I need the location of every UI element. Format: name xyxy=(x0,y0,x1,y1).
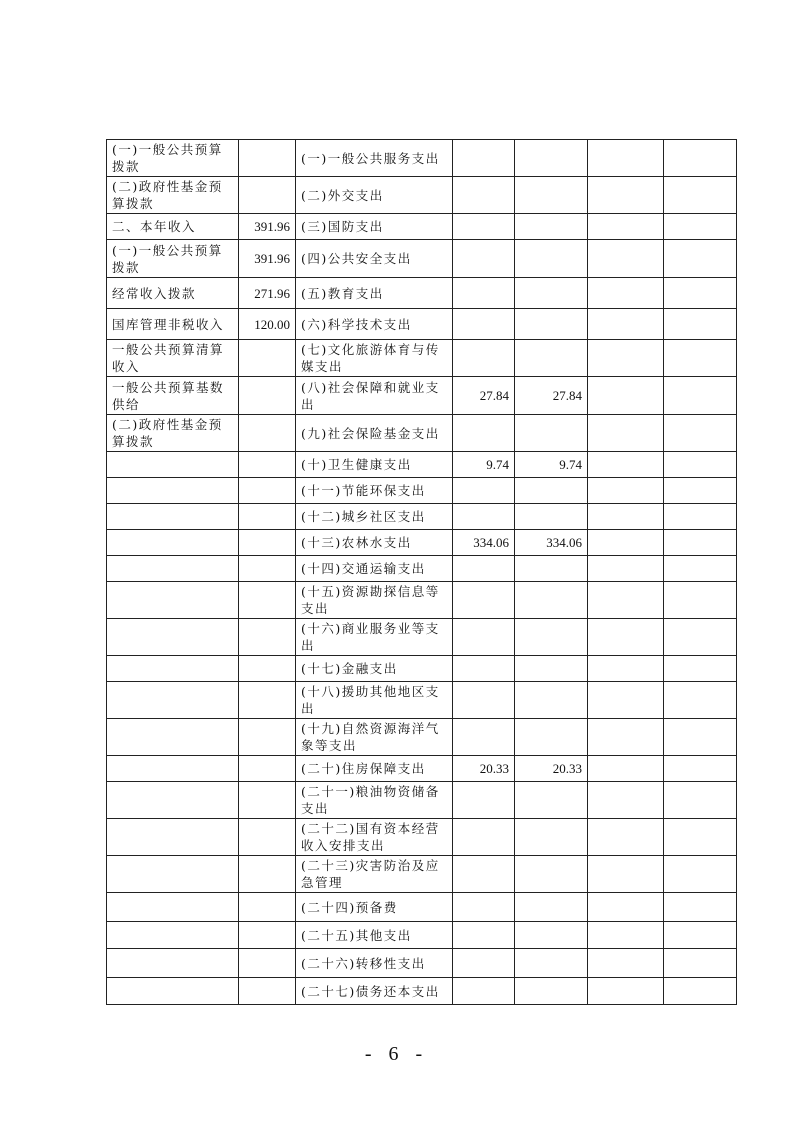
expense-general-budget-cell xyxy=(515,478,588,504)
income-amount-cell xyxy=(239,922,296,949)
expense-item-cell: (三)国防支出 xyxy=(296,214,453,240)
table-row xyxy=(107,530,737,556)
income-item-cell xyxy=(107,856,239,893)
income-item-cell xyxy=(107,719,239,756)
expense-total-cell xyxy=(453,309,515,340)
income-amount-cell xyxy=(239,504,296,530)
expense-other-cell xyxy=(664,478,737,504)
expense-general-budget-cell xyxy=(515,240,588,278)
income-amount-cell xyxy=(239,782,296,819)
expense-total-cell xyxy=(453,140,515,177)
expense-other-cell xyxy=(664,619,737,656)
expense-gov-fund-cell xyxy=(588,504,664,530)
expense-gov-fund-cell xyxy=(588,240,664,278)
expense-gov-fund-cell xyxy=(588,819,664,856)
expense-gov-fund-cell xyxy=(588,922,664,949)
table-row xyxy=(107,377,737,415)
expense-total-cell xyxy=(453,478,515,504)
table-row xyxy=(107,452,737,478)
expense-item-cell: (二十)住房保障支出 xyxy=(296,756,453,782)
expense-general-budget-cell: 20.33 xyxy=(515,756,588,782)
expense-item-cell: (十四)交通运输支出 xyxy=(296,556,453,582)
expense-total-cell xyxy=(453,656,515,682)
income-amount-cell xyxy=(239,478,296,504)
income-amount-cell xyxy=(239,719,296,756)
table-row xyxy=(107,922,737,949)
expense-general-budget-cell xyxy=(515,682,588,719)
expense-item-cell: (十)卫生健康支出 xyxy=(296,452,453,478)
expense-total-cell xyxy=(453,949,515,978)
expense-gov-fund-cell xyxy=(588,214,664,240)
expense-general-budget-cell: 9.74 xyxy=(515,452,588,478)
expense-item-cell: (九)社会保险基金支出 xyxy=(296,415,453,452)
expense-item-cell: (十六)商业服务业等支出 xyxy=(296,619,453,656)
expense-item-cell: (二十三)灾害防治及应急管理 xyxy=(296,856,453,893)
income-amount-cell xyxy=(239,415,296,452)
expense-other-cell xyxy=(664,582,737,619)
expense-item-cell: (二十六)转移性支出 xyxy=(296,949,453,978)
expense-other-cell xyxy=(664,719,737,756)
expense-general-budget-cell xyxy=(515,582,588,619)
table-row xyxy=(107,415,737,452)
income-item-cell: 一般公共预算清算收入 xyxy=(107,340,239,377)
expense-total-cell xyxy=(453,782,515,819)
expense-general-budget-cell xyxy=(515,309,588,340)
expense-total-cell xyxy=(453,856,515,893)
expense-general-budget-cell xyxy=(515,504,588,530)
income-item-cell xyxy=(107,978,239,1005)
income-item-cell xyxy=(107,582,239,619)
expense-item-cell: (一)一般公共服务支出 xyxy=(296,140,453,177)
expense-total-cell xyxy=(453,978,515,1005)
income-item-cell: (二)政府性基金预算拨款 xyxy=(107,415,239,452)
income-item-cell xyxy=(107,504,239,530)
income-item-cell: (一)一般公共预算拨款 xyxy=(107,140,239,177)
income-amount-cell: 391.96 xyxy=(239,240,296,278)
expense-total-cell xyxy=(453,922,515,949)
expense-item-cell: (二十七)债务还本支出 xyxy=(296,978,453,1005)
income-amount-cell xyxy=(239,893,296,922)
income-item-cell xyxy=(107,949,239,978)
expense-gov-fund-cell xyxy=(588,719,664,756)
expense-general-budget-cell xyxy=(515,214,588,240)
expense-other-cell xyxy=(664,530,737,556)
expense-other-cell xyxy=(664,214,737,240)
income-amount-cell xyxy=(239,856,296,893)
expense-other-cell xyxy=(664,656,737,682)
income-amount-cell xyxy=(239,819,296,856)
income-amount-cell xyxy=(239,452,296,478)
expense-other-cell xyxy=(664,949,737,978)
expense-other-cell xyxy=(664,340,737,377)
expense-item-cell: (六)科学技术支出 xyxy=(296,309,453,340)
expense-item-cell: (二)外交支出 xyxy=(296,177,453,214)
expense-gov-fund-cell xyxy=(588,140,664,177)
expense-other-cell xyxy=(664,682,737,719)
expense-other-cell xyxy=(664,922,737,949)
table-row xyxy=(107,478,737,504)
expense-total-cell xyxy=(453,893,515,922)
expense-gov-fund-cell xyxy=(588,530,664,556)
income-item-cell xyxy=(107,556,239,582)
expense-item-cell: (十一)节能环保支出 xyxy=(296,478,453,504)
expense-total-cell: 9.74 xyxy=(453,452,515,478)
table-row xyxy=(107,819,737,856)
income-item-cell xyxy=(107,782,239,819)
expense-item-cell: (十三)农林水支出 xyxy=(296,530,453,556)
expense-other-cell xyxy=(664,377,737,415)
income-amount-cell: 391.96 xyxy=(239,214,296,240)
expense-item-cell: (十九)自然资源海洋气象等支出 xyxy=(296,719,453,756)
expense-general-budget-cell: 334.06 xyxy=(515,530,588,556)
expense-other-cell xyxy=(664,240,737,278)
income-item-cell: 国库管理非税收入 xyxy=(107,309,239,340)
expense-other-cell xyxy=(664,556,737,582)
expense-other-cell xyxy=(664,278,737,309)
income-item-cell: 二、本年收入 xyxy=(107,214,239,240)
expense-other-cell xyxy=(664,782,737,819)
expense-item-cell: (二十一)粮油物资储备支出 xyxy=(296,782,453,819)
expense-gov-fund-cell xyxy=(588,856,664,893)
expense-gov-fund-cell xyxy=(588,782,664,819)
expense-other-cell xyxy=(664,309,737,340)
income-amount-cell xyxy=(239,682,296,719)
expense-gov-fund-cell xyxy=(588,893,664,922)
income-item-cell: 经常收入拨款 xyxy=(107,278,239,309)
table-row xyxy=(107,782,737,819)
table-row xyxy=(107,949,737,978)
expense-other-cell xyxy=(664,819,737,856)
expense-general-budget-cell xyxy=(515,415,588,452)
table-row xyxy=(107,582,737,619)
income-item-cell xyxy=(107,656,239,682)
expense-general-budget-cell xyxy=(515,893,588,922)
expense-total-cell xyxy=(453,340,515,377)
expense-general-budget-cell xyxy=(515,556,588,582)
expense-general-budget-cell xyxy=(515,340,588,377)
income-item-cell xyxy=(107,893,239,922)
expense-gov-fund-cell xyxy=(588,978,664,1005)
income-amount-cell xyxy=(239,582,296,619)
expense-general-budget-cell: 27.84 xyxy=(515,377,588,415)
expense-gov-fund-cell xyxy=(588,619,664,656)
income-item-cell xyxy=(107,530,239,556)
income-amount-cell xyxy=(239,340,296,377)
table-row xyxy=(107,619,737,656)
table-row xyxy=(107,177,737,214)
expense-general-budget-cell xyxy=(515,656,588,682)
table-row xyxy=(107,278,737,309)
table-row xyxy=(107,656,737,682)
expense-item-cell: (二十二)国有资本经营收入安排支出 xyxy=(296,819,453,856)
table-row xyxy=(107,309,737,340)
table-row xyxy=(107,719,737,756)
income-amount-cell xyxy=(239,556,296,582)
expense-total-cell xyxy=(453,177,515,214)
expense-general-budget-cell xyxy=(515,278,588,309)
expense-item-cell: (十七)金融支出 xyxy=(296,656,453,682)
expense-general-budget-cell xyxy=(515,177,588,214)
income-item-cell xyxy=(107,819,239,856)
expense-item-cell: (八)社会保障和就业支出 xyxy=(296,377,453,415)
expense-total-cell xyxy=(453,415,515,452)
expense-other-cell xyxy=(664,756,737,782)
expense-other-cell xyxy=(664,177,737,214)
expense-total-cell xyxy=(453,278,515,309)
expense-item-cell: (四)公共安全支出 xyxy=(296,240,453,278)
expense-other-cell xyxy=(664,978,737,1005)
income-amount-cell: 120.00 xyxy=(239,309,296,340)
expense-gov-fund-cell xyxy=(588,415,664,452)
expense-general-budget-cell xyxy=(515,619,588,656)
income-amount-cell xyxy=(239,177,296,214)
table-body xyxy=(107,140,737,1005)
expense-general-budget-cell xyxy=(515,782,588,819)
expense-item-cell: (二十四)预备费 xyxy=(296,893,453,922)
income-amount-cell: 271.96 xyxy=(239,278,296,309)
income-amount-cell xyxy=(239,530,296,556)
expense-gov-fund-cell xyxy=(588,582,664,619)
expense-total-cell: 27.84 xyxy=(453,377,515,415)
expense-gov-fund-cell xyxy=(588,309,664,340)
expense-item-cell: (五)教育支出 xyxy=(296,278,453,309)
expense-other-cell xyxy=(664,415,737,452)
income-item-cell xyxy=(107,756,239,782)
income-item-cell xyxy=(107,682,239,719)
budget-table xyxy=(106,139,737,1005)
expense-item-cell: (十二)城乡社区支出 xyxy=(296,504,453,530)
expense-total-cell xyxy=(453,214,515,240)
expense-gov-fund-cell xyxy=(588,340,664,377)
income-item-cell xyxy=(107,452,239,478)
expense-gov-fund-cell xyxy=(588,949,664,978)
income-amount-cell xyxy=(239,140,296,177)
expense-item-cell: (十八)援助其他地区支出 xyxy=(296,682,453,719)
table-row xyxy=(107,214,737,240)
income-amount-cell xyxy=(239,756,296,782)
income-amount-cell xyxy=(239,377,296,415)
expense-gov-fund-cell xyxy=(588,377,664,415)
expense-total-cell xyxy=(453,819,515,856)
expense-other-cell xyxy=(664,893,737,922)
income-amount-cell xyxy=(239,949,296,978)
income-item-cell xyxy=(107,619,239,656)
expense-general-budget-cell xyxy=(515,978,588,1005)
expense-total-cell xyxy=(453,719,515,756)
page-number: - 6 - xyxy=(364,1043,429,1065)
expense-total-cell: 334.06 xyxy=(453,530,515,556)
income-item-cell xyxy=(107,478,239,504)
expense-general-budget-cell xyxy=(515,856,588,893)
expense-general-budget-cell xyxy=(515,719,588,756)
expense-general-budget-cell xyxy=(515,819,588,856)
table-row xyxy=(107,340,737,377)
expense-total-cell xyxy=(453,619,515,656)
expense-item-cell: (二十五)其他支出 xyxy=(296,922,453,949)
income-amount-cell xyxy=(239,978,296,1005)
expense-total-cell xyxy=(453,504,515,530)
income-item-cell: (一)一般公共预算拨款 xyxy=(107,240,239,278)
table-row xyxy=(107,682,737,719)
expense-gov-fund-cell xyxy=(588,756,664,782)
expense-gov-fund-cell xyxy=(588,177,664,214)
income-amount-cell xyxy=(239,619,296,656)
expense-gov-fund-cell xyxy=(588,452,664,478)
table-row xyxy=(107,856,737,893)
expense-total-cell xyxy=(453,556,515,582)
table-row xyxy=(107,756,737,782)
expense-total-cell: 20.33 xyxy=(453,756,515,782)
income-item-cell xyxy=(107,922,239,949)
table-row xyxy=(107,240,737,278)
expense-total-cell xyxy=(453,582,515,619)
expense-item-cell: (十五)资源勘探信息等支出 xyxy=(296,582,453,619)
expense-other-cell xyxy=(664,452,737,478)
expense-gov-fund-cell xyxy=(588,556,664,582)
expense-other-cell xyxy=(664,504,737,530)
table-row xyxy=(107,893,737,922)
income-item-cell: 一般公共预算基数供给 xyxy=(107,377,239,415)
expense-other-cell xyxy=(664,856,737,893)
expense-other-cell xyxy=(664,140,737,177)
expense-item-cell: (七)文化旅游体育与传媒支出 xyxy=(296,340,453,377)
table-row xyxy=(107,556,737,582)
expense-general-budget-cell xyxy=(515,140,588,177)
expense-gov-fund-cell xyxy=(588,478,664,504)
income-amount-cell xyxy=(239,656,296,682)
table-row xyxy=(107,140,737,177)
expense-total-cell xyxy=(453,682,515,719)
expense-gov-fund-cell xyxy=(588,682,664,719)
expense-total-cell xyxy=(453,240,515,278)
expense-general-budget-cell xyxy=(515,949,588,978)
table-row xyxy=(107,504,737,530)
expense-general-budget-cell xyxy=(515,922,588,949)
expense-gov-fund-cell xyxy=(588,656,664,682)
table-row xyxy=(107,978,737,1005)
income-item-cell: (二)政府性基金预算拨款 xyxy=(107,177,239,214)
expense-gov-fund-cell xyxy=(588,278,664,309)
